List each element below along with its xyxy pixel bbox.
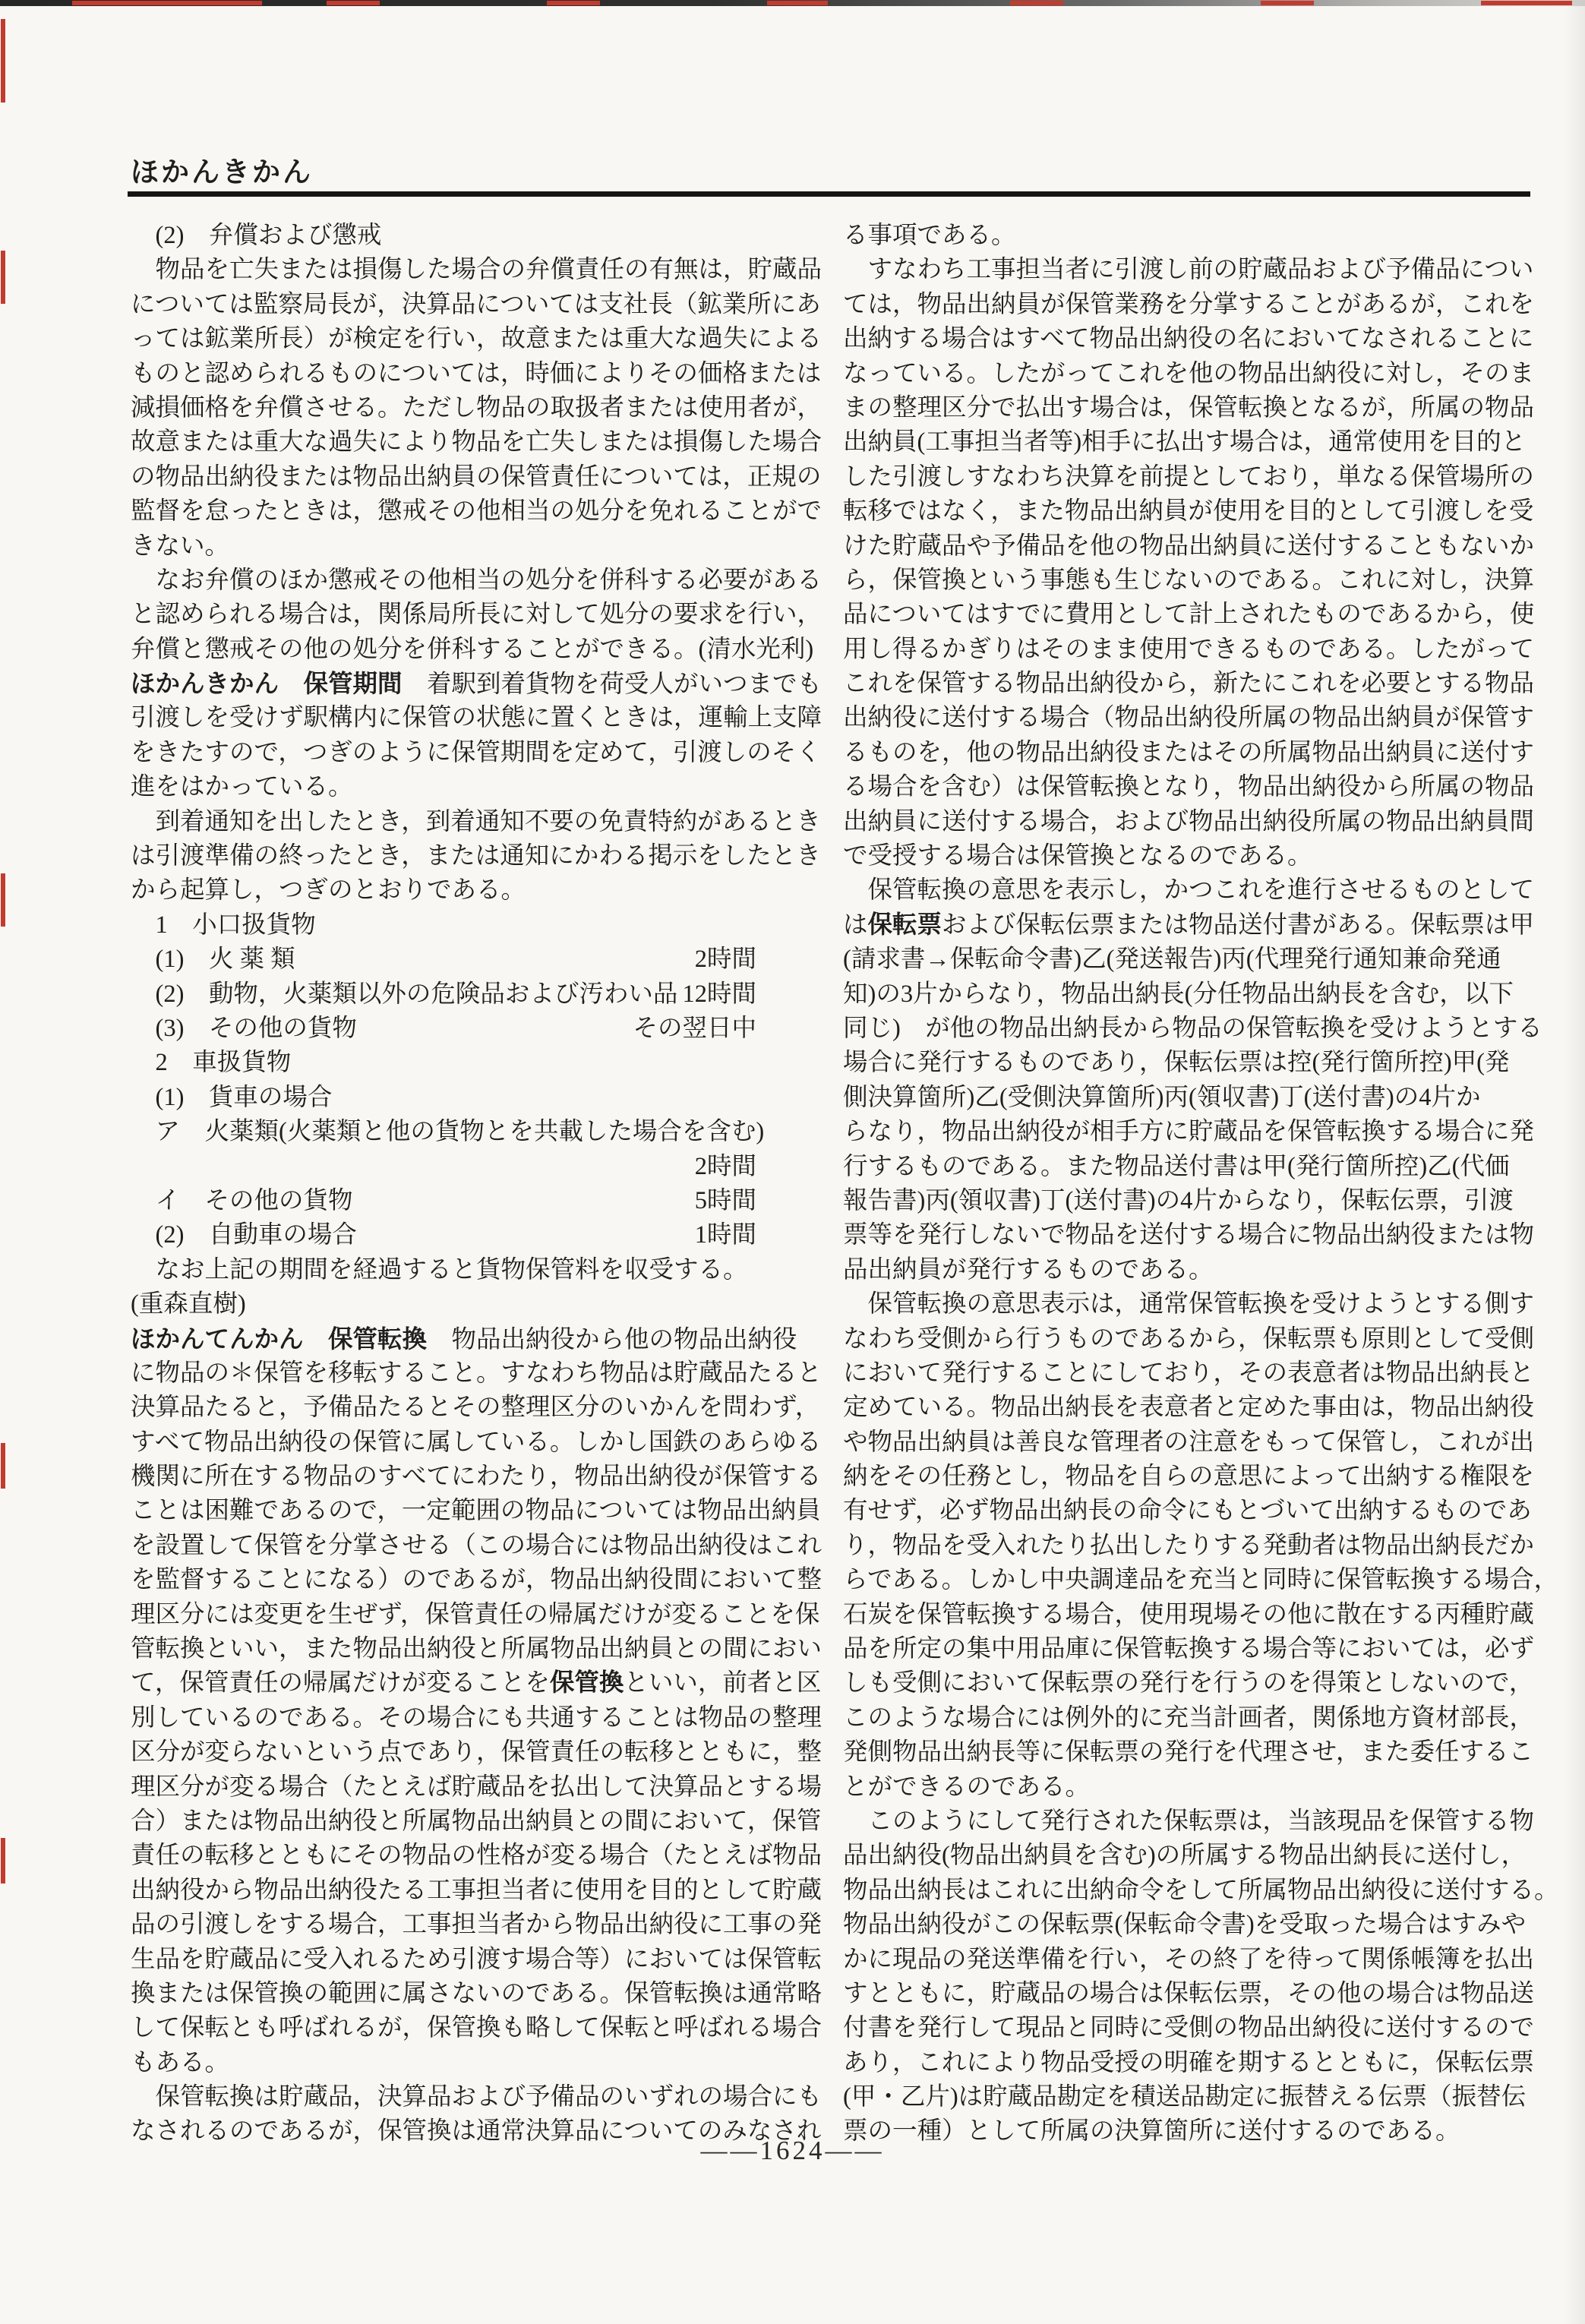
text-line: なっている。したがってこれを他の物品出納役に対し，そのま xyxy=(843,359,1535,387)
text-line: 出納役から物品出納役たる工事担当者に使用を目的として貯蔵 xyxy=(131,1876,822,1904)
text-line: 管転換といい，また物品出納役と所属物品出納員との間におい xyxy=(131,1635,822,1663)
text-line: ほかんてんかん 保管転換 物品出納役から他の物品出納役 xyxy=(131,1325,797,1353)
text-line: 定めている。物品出納長を表意者と定めた事由は，物品出納役 xyxy=(843,1394,1535,1422)
text-line: 物品を亡失または損傷した場合の弁償責任の有無は，貯蔵品 xyxy=(131,256,822,284)
text-line: 品出納員が発行するものである。 xyxy=(843,1255,1214,1284)
text-line: 到着通知を出したとき，到着通知不要の免責特約があるとき xyxy=(131,807,821,835)
text-line: り，物品を受入れたり払出したりする発動者は物品出納長だか xyxy=(843,1531,1535,1559)
text-line xyxy=(131,1150,819,1184)
text-line: 区分が変らないという点であり，保管責任の転移とともに，整 xyxy=(131,1738,822,1767)
right-column xyxy=(843,219,1559,2149)
text-line: 出納役に送付する場合（物品出納役所属の物品出納員が保管す xyxy=(843,704,1535,732)
text-line: (重森直樹) xyxy=(131,1290,246,1318)
text-line: (1) 貨車の場合 xyxy=(131,1083,333,1111)
text-line: 用し得るかぎりはそのまま使用できるものである。したがって xyxy=(843,635,1535,663)
text-line: らである。しかし中央調達品を充当と同時に保管転換する場合， xyxy=(843,1566,1559,1594)
text-line: ら，保管換という事態も生じないのである。これに対し，決算 xyxy=(843,566,1535,594)
text-line: (1) 火 薬 類 2時間 xyxy=(131,943,819,977)
text-line: らなり，物品出納役が相手方に貯蔵品を保管転換する場合に発 xyxy=(843,1118,1535,1146)
text-line: 側決算箇所)乙(受側決算箇所)丙(領収書)丁(送付書)の4片か xyxy=(843,1083,1481,1111)
text-line: 保管転換の意思を表示し，かつこれを進行させるものとして xyxy=(843,876,1535,905)
text-line: 発側物品出納長等に保転票の発行を代理させ，また委任するこ xyxy=(843,1738,1534,1767)
red-scan-mark xyxy=(1,19,5,103)
text-line: 票等を発行しないで物品を送付する場合に物品出納役または物 xyxy=(843,1221,1535,1249)
text-line: 付書を発行して現品と同時に受側の物品出納役に送付するので xyxy=(843,2014,1535,2042)
text-line: 品についてはすでに費用として計上されたものであるから，使 xyxy=(843,601,1535,629)
text-line: すなわち工事担当者に引渡し前の貯蔵品および予備品につい xyxy=(843,256,1534,284)
text-line: もある。 xyxy=(131,2048,230,2076)
text-line: (請求書→保転命令書)乙(発送報告)丙(代理発行通知兼命発通 xyxy=(843,946,1501,974)
red-scan-mark xyxy=(1,251,5,304)
text-line: とができるのである。 xyxy=(843,1773,1091,1801)
text-line: このような場合には例外的に充当計画者，関係地方資材部長， xyxy=(843,1704,1535,1732)
text-line: 2 車扱貨物 xyxy=(131,1049,292,1077)
text-line: 出納する場合はすべて物品出納役の名においてなされることに xyxy=(843,325,1534,353)
text-line: (甲・乙片)は貯蔵品勘定を積送品勘定に振替える伝票（振替伝 xyxy=(843,2083,1527,2111)
text-line: きない。 xyxy=(131,532,230,560)
text-line: ア 火薬類(火薬類と他の貨物とを共載した場合を含む) xyxy=(131,1118,765,1146)
text-line: に物品の＊保管を移転すること。すなわち物品は貯蔵品たると xyxy=(131,1359,822,1387)
duration-value: 1時間 xyxy=(694,1221,756,1249)
text-line: において発行することにしており，その表意者は物品出納長と xyxy=(843,1359,1535,1387)
text-line: なされるのであるが，保管換は通常決算品についてのみなされ xyxy=(131,2117,822,2146)
text-line: (3) その他の貨物 その翌日中 xyxy=(131,1012,819,1046)
text-line: 品を所定の集中用品庫に保管転換する場合等においては，必ず xyxy=(843,1635,1535,1663)
running-head: ほかんきかん xyxy=(131,156,313,188)
text-line: 出納員(工事担当者等)相手に払出す場合は，通常使用を目的と xyxy=(843,428,1527,456)
text-line: 1 小口扱貨物 xyxy=(131,911,316,939)
text-line: 転移ではなく，また物品出納員が使用を目的として引渡しを受 xyxy=(843,497,1534,526)
text-line: 出納員に送付する場合，および物品出納役所属の物品出納員間 xyxy=(843,807,1535,835)
text-line: すとともに，貯蔵品の場合は保転伝票，その他の場合は物品送 xyxy=(843,1979,1535,2007)
text-line: 品出納役(物品出納員を含む)の所属する物品出納長に送付し， xyxy=(843,1842,1527,1870)
text-line: で受授する場合は保管換となるのである。 xyxy=(843,842,1312,870)
duration-value: 2時間 xyxy=(694,946,756,974)
text-line: しも受側において保転票の発行を行うのを得策としないので， xyxy=(843,1669,1534,1697)
text-line: まの整理区分で払出す場合は，保管転換となるが，所属の物品 xyxy=(843,393,1535,422)
red-scan-mark xyxy=(1481,1,1572,5)
text-line: 機関に所在する物品のすべてにわたり，物品出納役が保管する xyxy=(131,1463,822,1491)
red-scan-mark xyxy=(327,1,380,5)
text-line: る事項である。 xyxy=(843,222,1016,249)
duration-value: 5時間 xyxy=(694,1186,756,1214)
red-scan-mark xyxy=(547,1,600,5)
text-line: 生品を貯蔵品に受入れるため引渡す場合等）においては保管転 xyxy=(131,1945,822,1973)
text-line: は引渡準備の終ったとき，または通知にかわる掲示をしたとき xyxy=(131,842,821,870)
text-line: 引渡しを受けず駅構内に保管の状態に置くときは，運輸上支障 xyxy=(131,704,822,732)
text-line: は保転票および保転伝票または物品送付書がある。保転票は甲 xyxy=(843,911,1535,939)
text-line: 決算品たると，予備品たるとその整理区分のいかんを問わず， xyxy=(131,1394,820,1422)
text-line: の物品出納役または物品出納員の保管責任については，正規の xyxy=(131,463,822,491)
text-line: このようにして発行された保転票は，当該現品を保管する物 xyxy=(843,1807,1535,1835)
text-line: 理区分が変る場合（たとえば貯蔵品を払出して決算品とする場 xyxy=(131,1773,822,1801)
text-columns xyxy=(131,219,1559,2149)
text-line: 弁償と懲戒その他の処分を併科することができる。(清水光利) xyxy=(131,635,814,663)
text-line: から起算し，つぎのとおりである。 xyxy=(131,876,526,905)
red-scan-mark xyxy=(1010,1,1063,5)
text-line: ほかんきかん 保管期間 着駅到着貨物を荷受人がいつまでも xyxy=(131,670,822,699)
text-line: (2) 弁償および懲戒 xyxy=(131,222,382,249)
text-line: 責任の転移とともにその物品の性格が変る場合（たとえば物品 xyxy=(131,1842,822,1870)
text-line: 物品出納役がこの保転票(保転命令書)を受取った場合はすみや xyxy=(843,1911,1527,1939)
text-line: を監督することになる）のであるが，物品出納役間において整 xyxy=(131,1566,822,1594)
text-line: 品の引渡しをする場合，工事担当者から物品出納役に工事の発 xyxy=(131,1911,822,1939)
text-line: 別しているのである。その場合にも共通することは物品の整理 xyxy=(131,1704,822,1732)
text-line: て，保管責任の帰属だけが変ることを保管換といい，前者と区 xyxy=(131,1669,822,1697)
text-line: 減損価格を弁償させる。ただし物品の取扱者または使用者が， xyxy=(131,393,822,422)
text-line: 票の一種）として所属の決算箇所に送付するのである。 xyxy=(843,2117,1460,2146)
text-line: 故意または重大な過失により物品を亡失しまたは損傷した場合 xyxy=(131,428,822,456)
text-line: これを保管する物品出納役から，新たにこれを必要とする物品 xyxy=(843,670,1535,698)
text-line: については監察局長が，決算品については支社長（鉱業所にあ xyxy=(131,290,821,318)
text-line: 同じ) が他の物品出納長から物品の保管転換を受けようとする xyxy=(843,1014,1542,1042)
text-line: ものと認められるものについては，時価によりその価格または xyxy=(131,359,822,387)
text-line: るものを，他の物品出納役またはその所属物品出納員に送付す xyxy=(843,738,1535,766)
text-line: すべて物品出納役の保管に属している。しかし国鉄のあらゆる xyxy=(131,1428,822,1456)
page-number: ——1624—— xyxy=(700,2136,885,2165)
text-line: 理区分には変更を生ぜず，保管責任の帰属だけが変ることを保 xyxy=(131,1600,820,1628)
text-line: 物品出納長はこれに出納命令をして所属物品出納役に送付する。 xyxy=(843,1876,1559,1904)
text-line: イ その他の貨物 5時間 xyxy=(131,1184,819,1218)
duration-value: 12時間 xyxy=(682,980,756,1008)
text-line: して保転とも呼ばれるが，保管換も略して保転と呼ばれる場合 xyxy=(131,2014,822,2042)
text-line: ては，物品出納員が保管業務を分掌することがあるが，これを xyxy=(843,290,1535,318)
red-scan-mark xyxy=(72,1,262,5)
text-line: なお上記の期間を経過すると貨物保管料を収受する。 xyxy=(131,1255,748,1284)
text-line: 進をはかっている。 xyxy=(131,773,353,801)
red-scan-mark xyxy=(1,1443,5,1489)
text-line: をきたすので，つぎのように保管期間を定めて，引渡しのそく xyxy=(131,738,821,766)
text-line: 石炭を保管転換する場合，使用現場その他に散在する丙種貯蔵 xyxy=(843,1600,1535,1628)
text-line: や物品出納員は善良な管理者の注意をもって保管し，これが出 xyxy=(843,1428,1535,1456)
text-line: あり，これにより物品受授の明確を期するとともに，保転伝票 xyxy=(843,2048,1535,2076)
red-scan-mark xyxy=(1261,1,1314,5)
text-line: 納をその任務とし，物品を自らの意思によって出納する権限を xyxy=(843,1463,1535,1491)
duration-value: 2時間 xyxy=(694,1152,756,1180)
header-rule xyxy=(128,191,1530,197)
text-line: 有せず，必ず物品出納長の命令にもとづいて出納するものであ xyxy=(843,1497,1532,1525)
text-line: ことは困難であるので，一定範囲の物品については物品出納員 xyxy=(131,1497,821,1525)
text-line: なお弁償のほか懲戒その他相当の処分を併科する必要がある xyxy=(131,566,822,594)
red-scan-mark xyxy=(1,873,5,927)
text-line: けた貯蔵品や予備品を他の物品出納員に送付することもないか xyxy=(843,532,1535,560)
duration-value: その翌日中 xyxy=(633,1014,756,1042)
page-edge-shade xyxy=(1564,0,1585,2324)
text-line: 行するものである。また物品送付書は甲(発行箇所控)乙(代価 xyxy=(843,1152,1510,1180)
text-line: 監督を怠ったときは，懲戒その他相当の処分を免れることがで xyxy=(131,497,822,526)
text-line: と認められる場合は，関係局所長に対して処分の要求を行い， xyxy=(131,601,822,629)
text-line: 保管転換の意思表示は，通常保管転換を受けようとする側す xyxy=(843,1290,1535,1318)
text-line: を設置して保管を分掌させる（この場合には物品出納役はこれ xyxy=(131,1531,822,1559)
red-scan-mark xyxy=(1,1838,5,1884)
text-line: 保管転換は貯蔵品，決算品および予備品のいずれの場合にも xyxy=(131,2083,822,2111)
text-line: (2) 動物，火薬類以外の危険品および汚わい品 12時間 xyxy=(131,977,819,1012)
text-line: 知)の3片からなり，物品出納長(分任物品出納長を含む，以下 xyxy=(843,980,1514,1008)
text-line: (2) 自動車の場合 1時間 xyxy=(131,1218,819,1252)
text-line: 換または保管換の範囲に属さないのである。保管転換は通常略 xyxy=(131,1979,822,2007)
text-line: した引渡しすなわち決算を前提としており，単なる保管場所の xyxy=(843,463,1535,491)
text-line: 報告書)丙(領収書)丁(送付書)の4片からなり，保転伝票，引渡 xyxy=(843,1186,1514,1214)
text-line: る場合を含む）は保管転換となり，物品出納役から所属の物品 xyxy=(843,773,1535,801)
red-scan-mark xyxy=(767,1,828,5)
left-column xyxy=(131,219,822,2149)
text-line: っては鉱業所長）が検定を行い，故意または重大な過失による xyxy=(131,325,822,353)
text-line: 場合に発行するものであり，保転伝票は控(発行箇所控)甲(発 xyxy=(843,1049,1510,1077)
text-line: 合）または物品出納役と所属物品出納員との間において，保管 xyxy=(131,1807,822,1835)
text-line: なわち受側から行うものであるから，保転票も原則として受側 xyxy=(843,1325,1535,1353)
text-line: かに現品の発送準備を行い，その終了を待って関係帳簿を払出 xyxy=(843,1945,1535,1973)
